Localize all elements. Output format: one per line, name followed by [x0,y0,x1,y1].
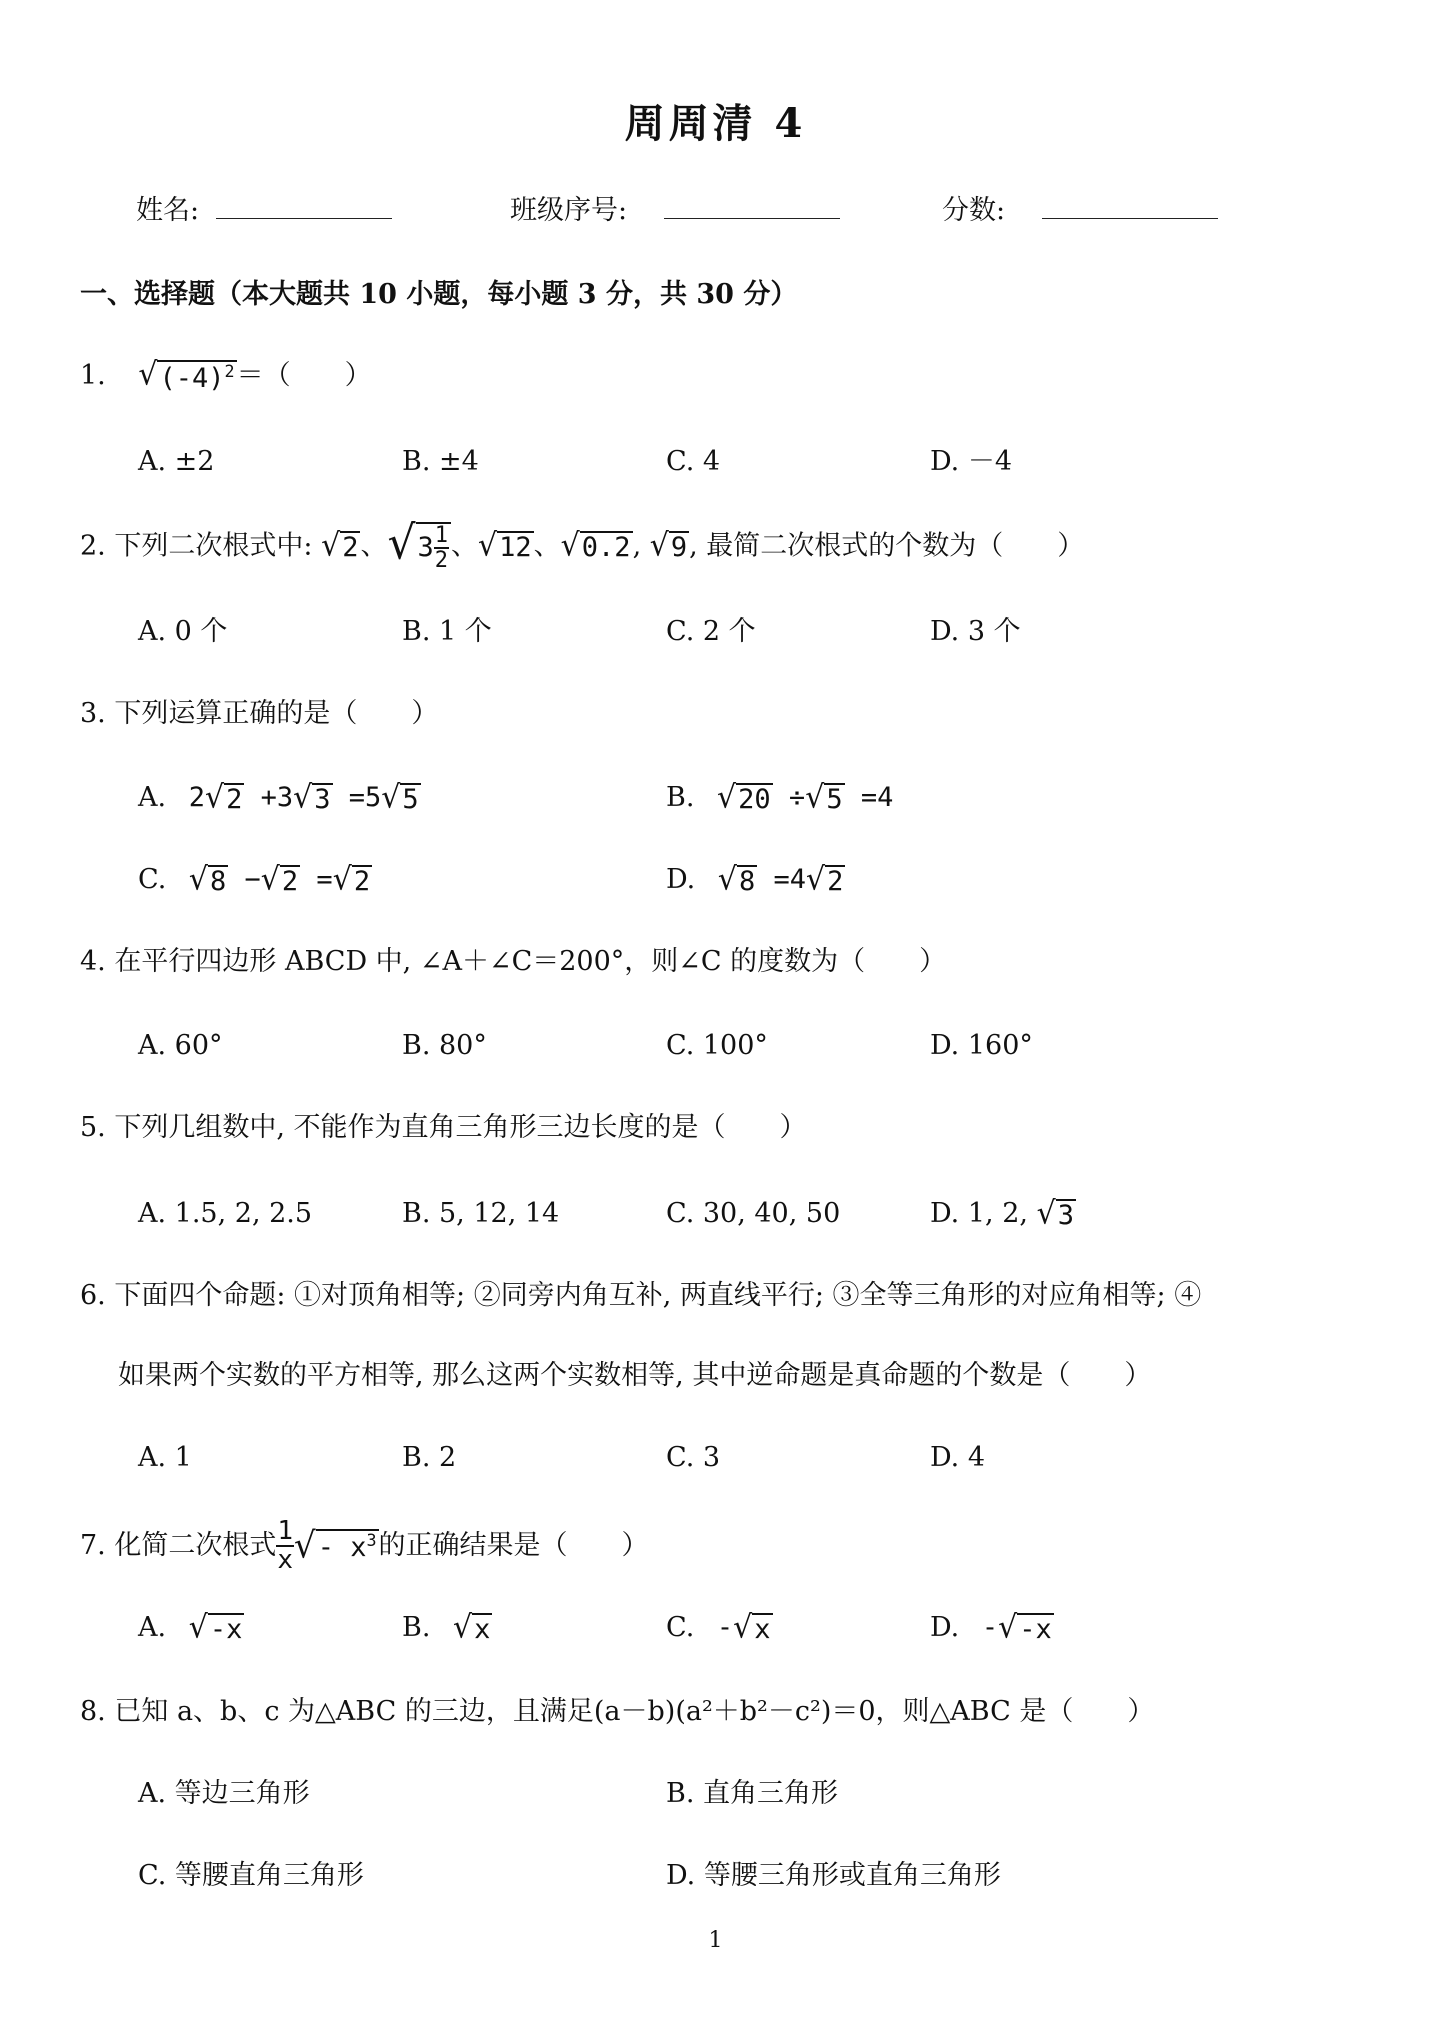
question-text: 下面四个命题: ①对顶角相等; ②同旁内角互补, 两直线平行; ③全等三角形的对应角相等; ④ [114,1280,1202,1311]
question-number: 5. [80,1112,106,1143]
option-c[interactable]: C. 等腰直角三角形 [138,1860,364,1891]
option-d[interactable]: D. - √ -x [930,1608,1052,1646]
question-number: 7. [80,1529,106,1561]
option-a[interactable]: A. 1.5, 2, 2.5 [138,1198,313,1229]
option-b[interactable]: B. 5, 12, 14 [402,1198,560,1229]
question-text: 已知 a、b、c 为△ABC 的三边，且满足(a－b)(a²＋b²－c²)＝0，则△ABC 是（ ） [114,1696,1155,1727]
sqrt-3: √ 3 [1036,1194,1074,1232]
option-c[interactable]: C. 4 [666,446,721,477]
question-number: 1. [80,360,106,391]
score-label: 分数: [942,195,1006,226]
option-a[interactable]: A. 2 √ 2 +3 √ 3 =5 √ 5 [138,778,419,816]
option-b[interactable]: B. 直角三角形 [666,1778,839,1809]
question-text: 在平行四边形 ABCD 中, ∠A＋∠C＝200°，则∠C 的度数为（ ） [114,946,947,977]
question-2: 2. 下列二次根式中: √ 2 、 √ 3 $\frac{1}{2}$ 、 √ 12 、 √ 0.2 , √ 9 , 最简二次根式的个数为（ ） [80,516,1085,574]
option-c[interactable]: C. 2 个 [666,616,756,647]
question-text: 化简二次根式 [114,1529,277,1561]
option-d[interactable]: D. －4 [930,446,1013,477]
option-c[interactable]: C. √ 8 − √ 2 = √ 2 [138,860,371,898]
question-8 [80,1692,1154,1732]
option-d[interactable]: D. 等腰三角形或直角三角形 [666,1860,1001,1891]
sqrt-2: √ 2 [321,527,359,565]
class-blank[interactable] [664,188,840,219]
class-field [510,188,840,227]
question-number: 4. [80,946,106,977]
question-text: 下列几组数中, 不能作为直角三角形三边长度的是（ ） [114,1112,807,1143]
question-number: 6. [80,1280,106,1311]
question-5 [80,1108,807,1148]
option-b[interactable]: B. 80° [402,1030,487,1061]
section-heading: 一、选择题（本大题共 10 小题，每小题 3 分，共 30 分） [80,279,798,310]
question-number: 3. [80,698,106,729]
option-d[interactable]: D. 4 [930,1442,986,1473]
option-b[interactable]: B. 2 [402,1442,457,1473]
sqrt-3-half: √ 3 $\frac{1}{2}$ [387,522,451,572]
name-field [136,188,392,227]
option-b[interactable]: B. √ x [402,1608,491,1646]
question-tail: 的正确结果是（ ） [378,1529,649,1561]
option-d[interactable]: D. 3 个 [930,616,1021,647]
option-a[interactable]: A. 60° [138,1030,223,1061]
question-3 [80,694,438,734]
option-c[interactable]: C. 100° [666,1030,768,1061]
option-a[interactable]: A. 1 [138,1442,192,1473]
question-7 [80,1518,649,1575]
question-text: 下列二次根式中: [114,530,313,562]
radical-expression: √ $(-4)^2$ [138,355,235,394]
option-d[interactable]: D. 160° [930,1030,1033,1061]
score-field [942,188,1218,227]
option-a[interactable]: A. 0 个 [138,616,228,647]
sqrt-12: √ 12 [478,527,532,565]
option-b[interactable]: B. ±4 [402,446,479,477]
question-1: 1. √ $(-4)^2$ ＝（ ） [80,355,372,394]
fraction-radical: $\frac{1}{x}$ √ - $x^3$ [277,1516,377,1576]
question-4 [80,942,946,982]
option-a[interactable]: A. √ -x [138,1608,243,1646]
option-b[interactable]: B. √ 20 ÷ √ 5 =4 [666,778,894,816]
question-tail: 最简二次根式的个数为（ ） [706,530,1085,562]
option-d[interactable]: D. √ 8 =4 √ 2 [666,860,844,898]
page-title: 周周清 4 [624,100,807,147]
score-blank[interactable] [1042,188,1218,219]
sqrt-0-2: √ 0.2 [560,527,631,565]
question-text: 下列运算正确的是（ ） [114,698,439,729]
option-a[interactable]: A. ±2 [138,446,215,477]
option-c[interactable]: C. 3 [666,1442,721,1473]
question-6 [80,1276,1201,1316]
option-d[interactable]: D. 1, 2, √ 3 [930,1194,1074,1232]
sqrt-9: √ 9 [649,527,688,565]
class-label: 班级序号: [510,195,628,226]
question-6-line-2: 如果两个实数的平方相等, 那么这两个实数相等, 其中逆命题是真命题的个数是（ ） [118,1360,1152,1391]
name-blank[interactable] [216,188,392,219]
option-c[interactable]: C. 30, 40, 50 [666,1198,841,1229]
name-label: 姓名: [136,195,200,226]
option-c[interactable]: C. - √ x [666,1608,771,1646]
question-number: 8. [80,1696,106,1727]
page-number: 1 [708,1928,723,1953]
option-b[interactable]: B. 1 个 [402,616,492,647]
question-number: 2. [80,530,106,562]
option-a[interactable]: A. 等边三角形 [138,1778,310,1809]
